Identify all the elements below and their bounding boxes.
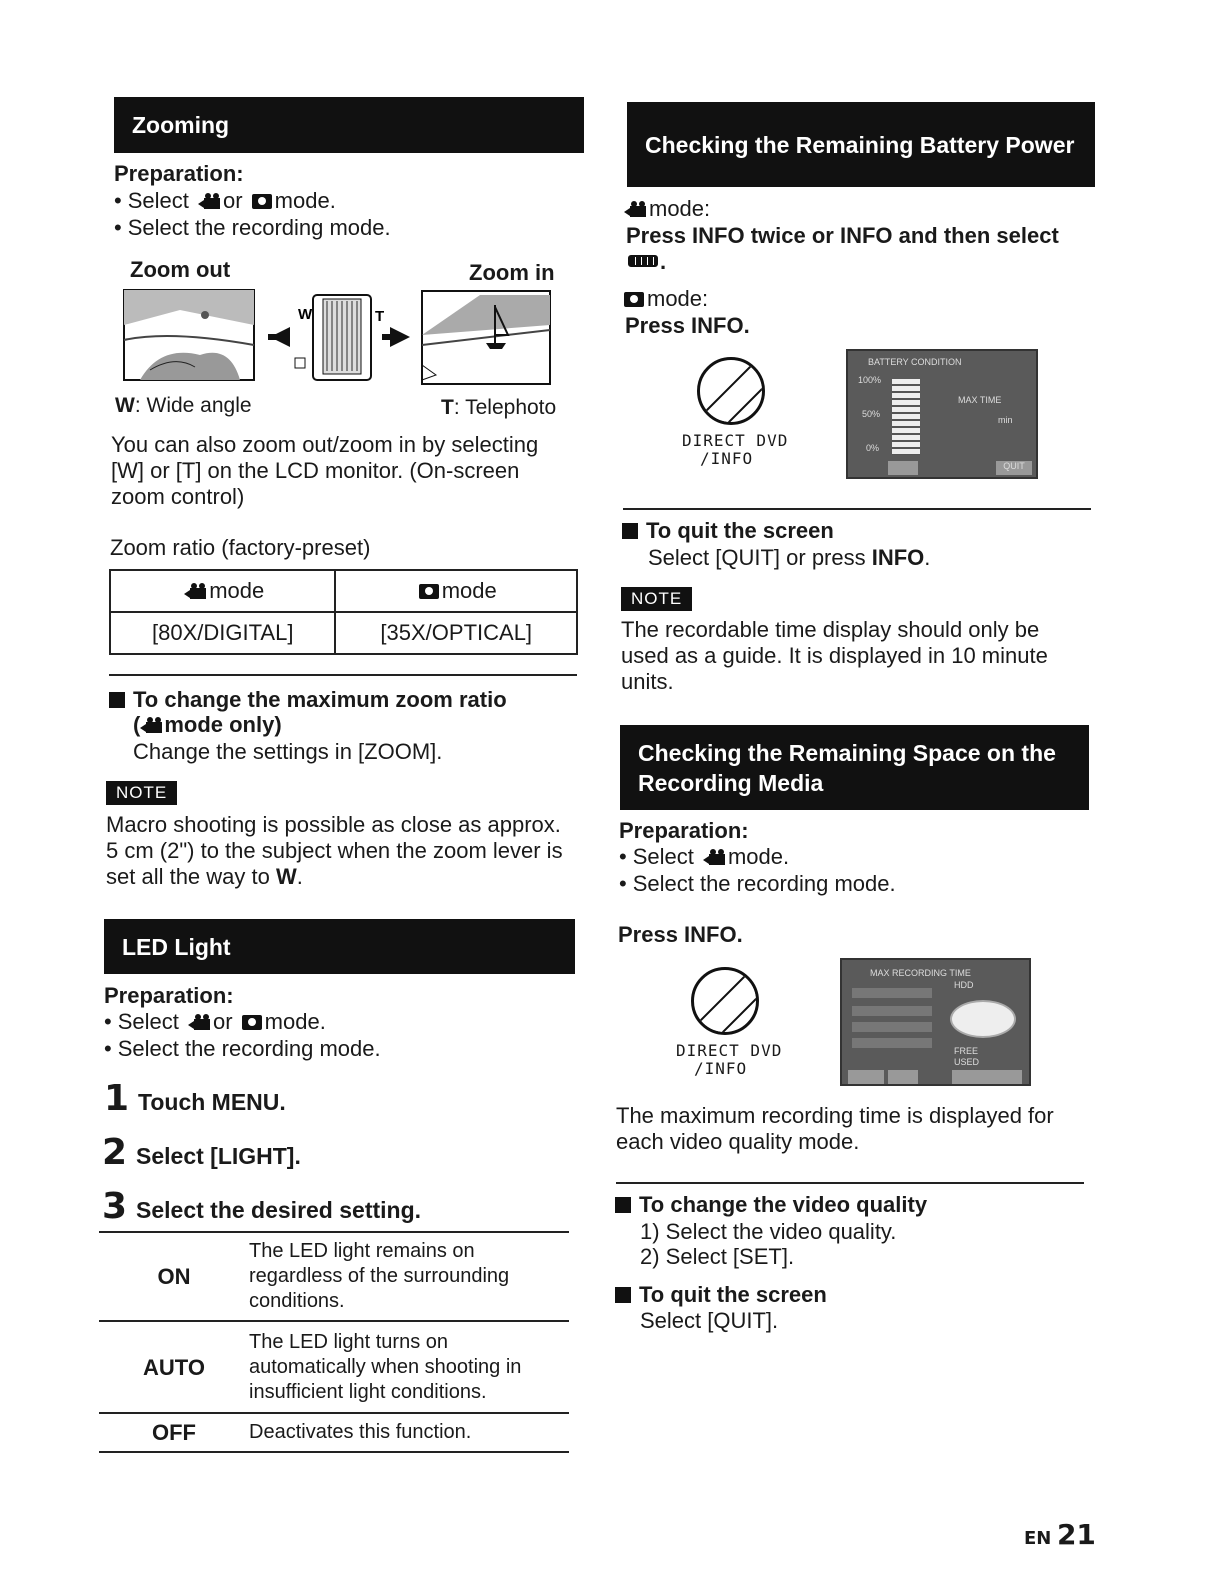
- led-option-desc: Deactivates this function.: [249, 1413, 569, 1452]
- change-zoom-body: Change the settings in [ZOOM].: [133, 739, 443, 764]
- zooming-prep-item-2: • Select the recording mode.: [114, 215, 391, 241]
- pie-chart-icon: [950, 1000, 1016, 1038]
- battery-level-bar: [892, 379, 920, 455]
- battery-note-body: The recordable time display should only be used as a guide. It is displayed in 10 minute units.: [621, 617, 1048, 694]
- led-prep-item-1: • Select or mode.: [104, 1009, 326, 1035]
- table-row: [99, 1413, 569, 1452]
- led-option-desc: The LED light remains on regardless of the surrounding conditions.: [249, 1232, 569, 1321]
- zoom-illustration: [120, 285, 560, 390]
- camera-mode-icon: [624, 292, 644, 307]
- table-row: [99, 1321, 569, 1413]
- led-option-key: ON: [99, 1232, 249, 1321]
- info-button-icon: [697, 357, 765, 425]
- zoom-table-video-value: [80X/DIGITAL]: [110, 612, 335, 654]
- bullet-square-icon: [615, 1287, 631, 1303]
- battery-lcd-screenshot: BATTERY CONDITION 100% 50% 0% MAX TIME min QUIT: [846, 349, 1038, 479]
- zooming-note-badge: NOTE: [106, 781, 177, 805]
- zoom-table-camera-head: mode: [335, 570, 577, 612]
- zooming-prep-label: Preparation:: [114, 161, 244, 186]
- space-instruction: Press INFO.: [618, 922, 743, 947]
- zooming-prep-item-1: • Select or mode.: [114, 188, 336, 214]
- video-mode-icon: [140, 717, 162, 733]
- led-step-2: 2 Select [LIGHT].: [102, 1132, 301, 1173]
- zoom-ratio-table: [109, 569, 578, 655]
- info-button-label: DIRECT DVD /INFO: [676, 1041, 783, 1078]
- space-prep-label: Preparation:: [619, 818, 749, 843]
- video-mode-icon: [624, 201, 646, 217]
- battery-header: [627, 102, 1095, 187]
- divider: [109, 674, 577, 676]
- zoom-table-video-head: mode: [110, 570, 335, 612]
- led-header: [104, 919, 575, 974]
- space-lcd-screenshot: MAX RECORDING TIME HDD FREE USED: [840, 958, 1031, 1086]
- space-prep-item-1: • Select mode.: [619, 844, 789, 870]
- led-prep-item-2: • Select the recording mode.: [104, 1036, 381, 1062]
- battery-video-instruction: Press INFO twice or INFO and then select .: [626, 223, 1059, 274]
- page-number: EN 21: [1024, 1518, 1096, 1551]
- led-step-3: 3 Select the desired setting.: [102, 1186, 422, 1227]
- info-button-label: DIRECT DVD /INFO: [682, 431, 789, 468]
- battery-quit-body: Select [QUIT] or press INFO.: [648, 545, 931, 570]
- set-button: [848, 1070, 884, 1084]
- zooming-body: You can also zoom out/zoom in by selecting [W] or [T] on the LCD monitor. (On-screen zoom control): [111, 432, 539, 509]
- led-option-key: AUTO: [99, 1321, 249, 1413]
- zoom-in-label: Zoom in: [469, 260, 555, 285]
- led-step-1: 1 Touch MENU.: [104, 1078, 286, 1119]
- led-title: LED Light: [122, 933, 231, 960]
- space-change-step-2: 2) Select [SET].: [640, 1244, 795, 1269]
- led-option-desc: The LED light turns on automatically when shooting in insufficient light conditions.: [249, 1321, 569, 1413]
- quit-button: QUIT: [996, 461, 1032, 475]
- space-prep-item-2: • Select the recording mode.: [619, 871, 896, 897]
- back-button: [888, 1070, 918, 1084]
- space-body: The maximum recording time is displayed for each video quality mode.: [616, 1103, 1054, 1154]
- video-mode-icon: [184, 583, 206, 599]
- back-button: [888, 461, 918, 475]
- lever-w-label: W: [298, 306, 313, 323]
- space-header: [620, 725, 1089, 810]
- change-zoom-title-2: ( mode only): [133, 712, 282, 737]
- battery-icon: [628, 255, 658, 267]
- telephoto-caption: T: Telephoto: [441, 396, 557, 419]
- battery-camera-instruction: Press INFO.: [625, 313, 750, 338]
- video-mode-icon: [703, 849, 725, 865]
- space-change-step-1: 1) Select the video quality.: [640, 1219, 897, 1244]
- battery-title: Checking the Remaining Battery Power: [645, 131, 1075, 158]
- divider: [623, 508, 1091, 510]
- quit-button: [952, 1070, 1022, 1084]
- space-quit-title: To quit the screen: [615, 1282, 827, 1308]
- lever-t-label: T: [375, 308, 385, 325]
- video-mode-icon: [198, 193, 220, 209]
- zoom-table-camera-value: [35X/OPTICAL]: [335, 612, 577, 654]
- space-title: Checking the Remaining Space on the Recording Media: [638, 739, 1056, 796]
- telephoto-photo: [422, 291, 550, 384]
- info-button-icon: [691, 967, 759, 1035]
- zooming-note-body: Macro shooting is possible as close as approx. 5 cm (2") to the subject when the zoom lever is set all the way to W.: [106, 812, 563, 889]
- led-option-key: OFF: [99, 1413, 249, 1452]
- zoom-lever: [268, 295, 410, 380]
- camera-mode-icon: [252, 194, 272, 209]
- zooming-header: [114, 97, 584, 153]
- zoom-out-label: Zoom out: [130, 257, 231, 282]
- zooming-title: Zooming: [132, 112, 230, 138]
- camera-mode-icon: [419, 584, 439, 599]
- change-zoom-title: To change the maximum zoom ratio: [109, 687, 507, 713]
- wide-angle-photo: [124, 290, 254, 380]
- bullet-square-icon: [615, 1197, 631, 1213]
- zoom-ratio-label: Zoom ratio (factory-preset): [110, 535, 371, 560]
- wide-angle-caption: W: Wide angle: [115, 394, 252, 417]
- battery-note-badge: NOTE: [621, 587, 692, 611]
- bullet-square-icon: [622, 523, 638, 539]
- battery-quit-title: To quit the screen: [622, 518, 834, 544]
- led-settings-table: [99, 1231, 569, 1453]
- video-mode-icon: [188, 1014, 210, 1030]
- divider: [616, 1182, 1084, 1184]
- battery-camera-mode: mode:: [624, 286, 708, 312]
- table-row: [99, 1232, 569, 1321]
- led-prep-label: Preparation:: [104, 983, 234, 1008]
- battery-video-mode: mode:: [624, 196, 710, 222]
- space-quit-body: Select [QUIT].: [640, 1308, 779, 1333]
- camera-mode-icon: [242, 1015, 262, 1030]
- bullet-square-icon: [109, 692, 125, 708]
- space-change-title: To change the video quality: [615, 1192, 927, 1218]
